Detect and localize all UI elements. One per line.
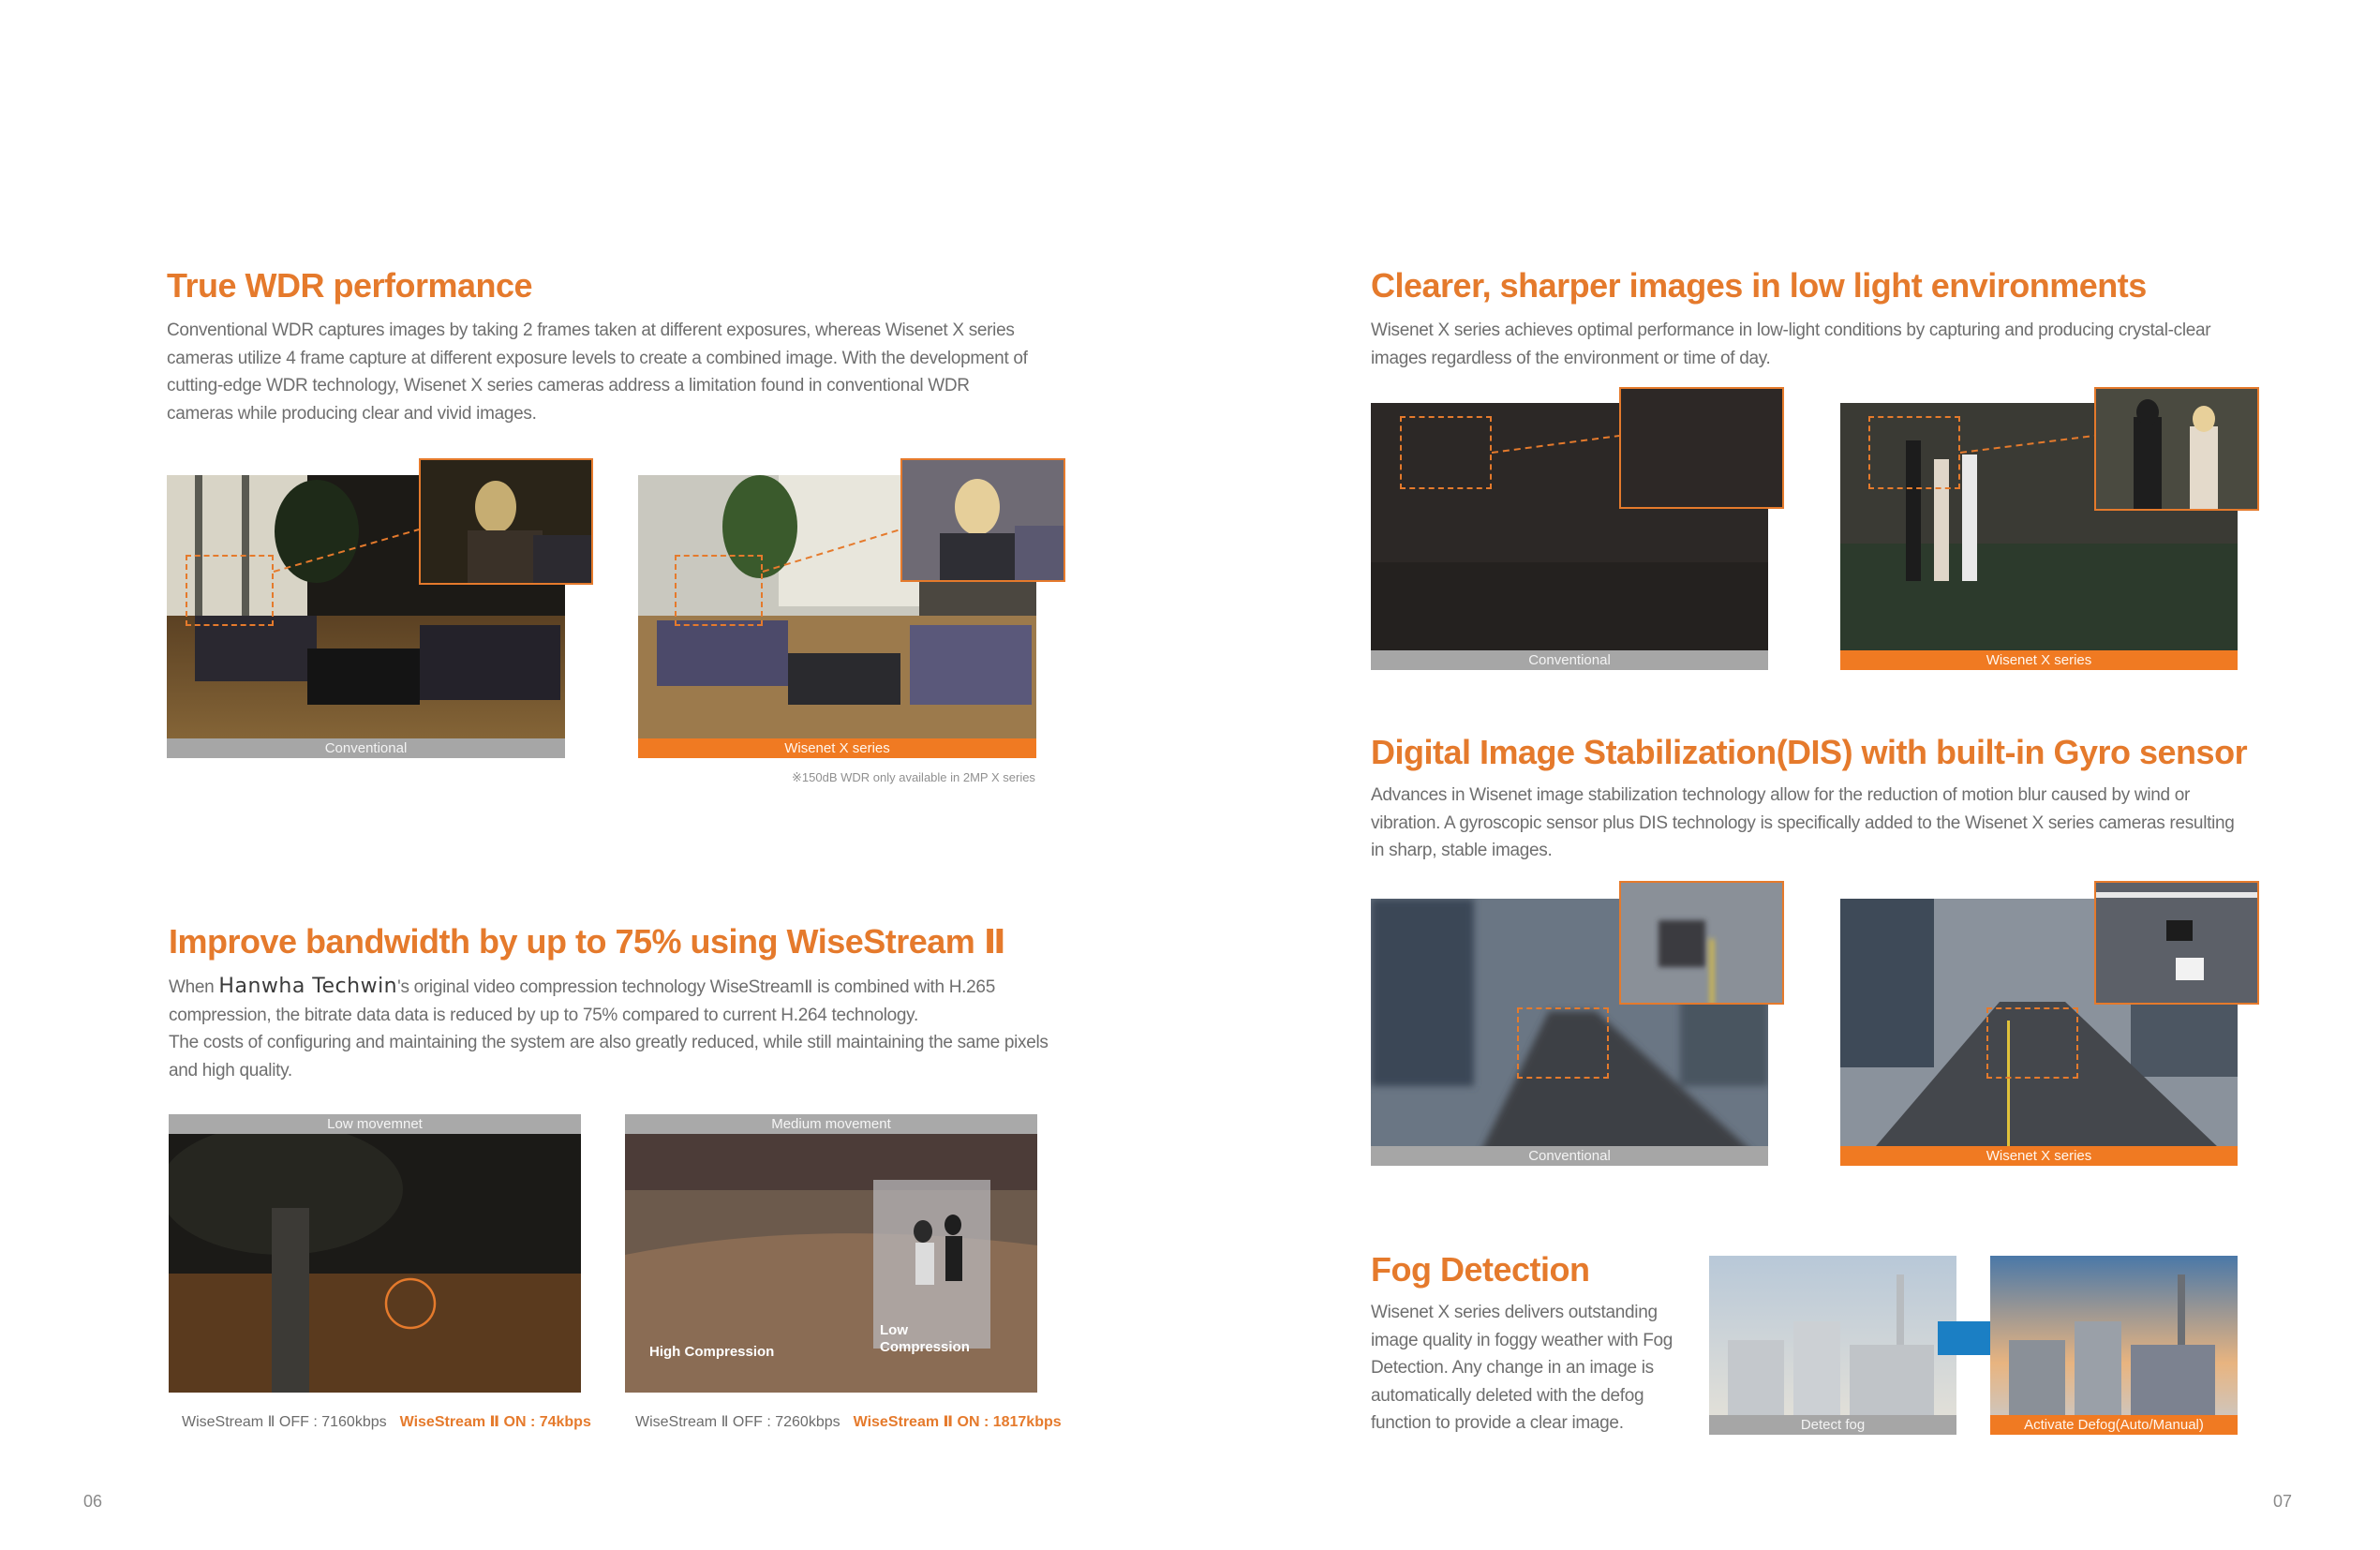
lowlight-body: Wisenet X series achieves optimal performance in low-light conditions by capturing and producing crystal-clear images regardless of the environment or time of day. [1371, 320, 2211, 368]
hanwha-techwin-logo: Hanwha Techwin [218, 975, 398, 998]
medium-movement-off: WiseStream Ⅱ OFF : 7260kbps [635, 1414, 840, 1430]
dis-wisenet-caption: Wisenet X series [1840, 1146, 2238, 1166]
wdr-footnote: ※150dB WDR only available in 2MP X series [792, 770, 1035, 784]
fog-defog-image [1990, 1256, 2238, 1435]
low-movement-on: WiseStream Ⅱ ON : 74kbps [399, 1414, 591, 1430]
medium-movement-photo [625, 1114, 1037, 1393]
dis-conventional-zoom [1619, 881, 1784, 1005]
wdr-conventional-focus-box [186, 555, 274, 626]
high-compression-label: High Compression [649, 1344, 775, 1360]
low-movement-label: Low movemnet [169, 1114, 581, 1134]
lowlight-wisenet-zoom-image [2096, 389, 2259, 511]
lowlight-conventional-zoom [1619, 387, 1784, 509]
low-movement-off: WiseStream Ⅱ OFF : 7160kbps [182, 1414, 387, 1430]
dis-title: Digital Image Stabilization(DIS) with built-in Gyro sensor [1371, 733, 2248, 771]
fog-detect-photo [1709, 1256, 1956, 1435]
bandwidth-body-line2: The costs of configuring and maintaining the system are also greatly reduced, while still maintaining the same pixels and high quality. [169, 1033, 1049, 1081]
fog-body: Wisenet X series delivers outstanding image quality in foggy weather with Fog Detection. Any change in an image is automatically deleted with the defog function to provide a clear image. [1371, 1303, 1673, 1434]
low-compression-label: Low Compression [880, 1322, 970, 1355]
lowlight-wisenet-caption: Wisenet X series [1840, 650, 2238, 670]
lowlight-wisenet-zoom [2094, 387, 2259, 511]
medium-movement-on: WiseStream Ⅱ ON : 1817kbps [853, 1414, 1062, 1430]
wdr-wisenet-caption: Wisenet X series [638, 738, 1036, 758]
wdr-conventional-zoom-image [421, 460, 593, 585]
bandwidth-body [169, 973, 1049, 1084]
fog-detect-caption: Detect fog [1709, 1415, 1956, 1435]
medium-movement-stats [635, 1412, 1062, 1431]
low-movement-image [169, 1114, 581, 1393]
page-number-left: 06 [83, 1492, 103, 1511]
dis-conventional-zoom-image [1621, 883, 1784, 1005]
wdr-wisenet-focus-box [675, 555, 763, 626]
wdr-wisenet-zoom [900, 458, 1065, 582]
medium-movement-label: Medium movement [625, 1114, 1037, 1134]
dis-conventional-focus-box [1517, 1007, 1609, 1079]
low-movement-photo [169, 1114, 581, 1393]
lowlight-title: Clearer, sharper images in low light environments [1371, 266, 2147, 305]
dis-wisenet-zoom-image [2096, 883, 2259, 1005]
bandwidth-body-line1: 's original video compression technology WiseStreamⅡ is combined with H.265 compression, the bitrate data data is reduced by up to 75% compared to current H.264 technology. [169, 977, 995, 1025]
fog-detect-image [1709, 1256, 1956, 1435]
low-movement-stats [182, 1412, 591, 1431]
fog-defog-photo [1990, 1256, 2238, 1435]
bandwidth-title: Improve bandwidth by up to 75% using WiseStream Ⅱ [169, 922, 1006, 961]
wdr-conventional-caption: Conventional [167, 738, 565, 758]
lowlight-conventional-focus-box [1400, 416, 1492, 489]
bandwidth-body-intro: When [169, 977, 215, 997]
dis-wisenet-focus-box [1986, 1007, 2078, 1079]
dis-body: Advances in Wisenet image stabilization technology allow for the reduction of motion blur caused by wind or vibration. A gyroscopic sensor plus DIS technology is specifically added to the Wisenet X series cameras resulting in sharp, stable images. [1371, 785, 2235, 861]
lowlight-wisenet-focus-box [1868, 416, 1960, 489]
wdr-title: True WDR performance [167, 266, 533, 305]
fog-title: Fog Detection [1371, 1250, 1590, 1289]
dis-conventional-caption: Conventional [1371, 1146, 1768, 1166]
fog-defog-caption: Activate Defog(Auto/Manual) [1990, 1415, 2238, 1435]
wdr-wisenet-zoom-image [902, 460, 1065, 582]
wdr-body: Conventional WDR captures images by taking 2 frames taken at different exposures, whereas Wisenet X series cameras utilize 4 frame capture at different exposure levels to create a combined image. With the development of cutting-edge WDR technology, Wisenet X series cameras address a limitation found in conventional WDR cameras while producing clear and vivid images. [167, 320, 1028, 424]
dis-wisenet-zoom [2094, 881, 2259, 1005]
wdr-conventional-zoom [419, 458, 593, 585]
page-number-right: 07 [2273, 1492, 2293, 1511]
lowlight-conventional-caption: Conventional [1371, 650, 1768, 670]
